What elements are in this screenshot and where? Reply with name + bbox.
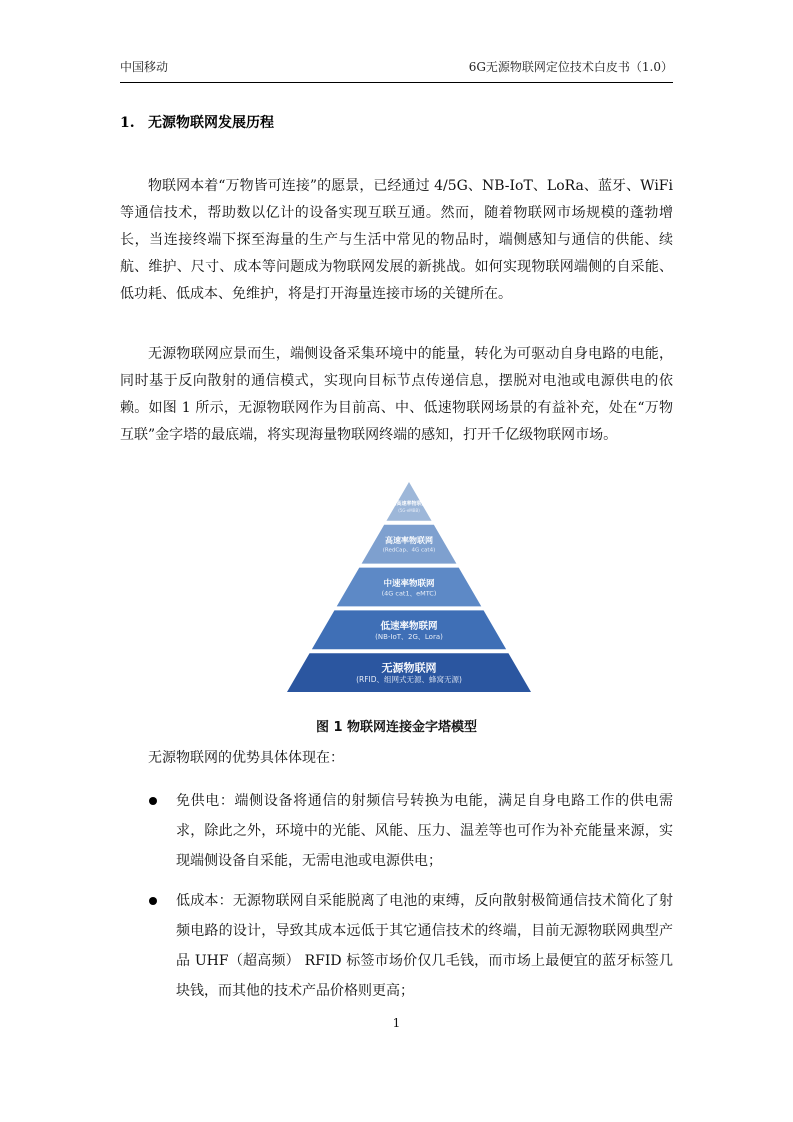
header-doc-title: 6G无源物联网定位技术白皮书（1.0） <box>468 60 673 74</box>
pyramid-layer-title: 中速率物联网 <box>383 579 435 589</box>
pyramid-layer-subtitle: (NB-IoT、2G、Lora) <box>375 632 443 641</box>
page-number: 1 <box>392 1016 401 1030</box>
pyramid-layer-subtitle: (RFID、组网式无源、蜂窝无源) <box>356 675 462 685</box>
section-heading <box>120 112 274 132</box>
pyramid-layer-subtitle: (RedCap、4G cat4) <box>382 547 436 554</box>
figure-caption: 图 1 物联网连接金字塔模型 <box>315 720 478 735</box>
pyramid-layer-title: 超高速率物联网 <box>391 501 427 508</box>
bullet-text: 免供电：端侧设备将通信的射频信号转换为电能，满足自身电路工作的供电需求，除此之外，环境中的光能、风能、压力、温差等也可作为补充能量来源，实现端侧设备自采能，无需电池或电源供电； <box>176 793 673 869</box>
pyramid-diagram <box>283 478 535 700</box>
paragraph-intro: 物联网本着“万物皆可连接”的愿景，已经通过 4/5G、NB-IoT、LoRa、蓝牙、WiFi 等通信技术，帮助数以亿计的设备实现互联互通。然而，随着物联网市场规模的蓬勃增长，当连接终端下探至海量的生产与生活中常见的物品时，端侧感知与通信的供能、续航、维护、尺寸、成本等问题成为物联网发展的新挑战。如何实现物联网端侧的自采能、低功耗、低成本、免维护，将是打开海量连接市场的关键所在。 <box>120 178 673 302</box>
bullet-dot-icon <box>149 897 157 905</box>
section-number: 1. <box>120 115 135 131</box>
list-item <box>120 886 673 1006</box>
section-title: 无源物联网发展历程 <box>148 115 274 131</box>
pyramid-layer-title: 无源物联网 <box>381 661 437 675</box>
bullet-text: 低成本：无源物联网自采能脱离了电池的束缚，反向散射极简通信技术简化了射频电路的设计，导致其成本远低于其它通信技术的终端，目前无源物联网典型产品 UHF（超高频） RFID 标签市场价仅几毛钱，而市场上最便宜的蓝牙标签几块钱，而其他的技术产品价格则更高； <box>176 893 673 999</box>
bullet-dot-icon <box>149 797 157 805</box>
header-org: 中国移动 <box>120 60 169 74</box>
pyramid-layer-subtitle: (4G cat1、eMTC) <box>381 589 437 598</box>
pyramid-figure <box>283 478 535 700</box>
paragraph-passive-iot: 无源物联网应景而生，端侧设备采集环境中的能量，转化为可驱动自身电路的电能，同时基于反向散射的通信模式，实现向目标节点传递信息，摆脱对电池或电源供电的依赖。如图 1 所示，无源物联网作为目前高、中、低速物联网场景的有益补充，处在“万物互联”金字塔的最底端，将实现海量物联网终端的感知，打开千亿级物联网市场。 <box>120 346 673 443</box>
advantages-lead: 无源物联网的优势具体体现在： <box>148 750 344 766</box>
list-item <box>120 786 673 876</box>
advantages-list <box>120 786 673 1016</box>
pyramid-layer-title: 低速率物联网 <box>380 620 438 632</box>
pyramid-layer-subtitle: (5G-eMBB) <box>398 508 420 514</box>
pyramid-layer-title: 高速率物联网 <box>385 536 433 546</box>
page-header <box>120 56 673 83</box>
